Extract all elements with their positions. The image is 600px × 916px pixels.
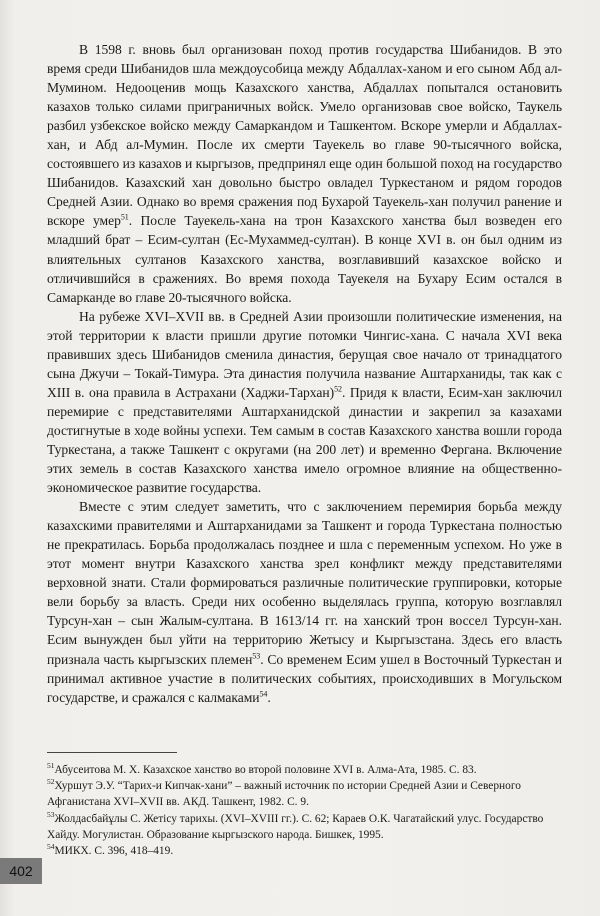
footnote-52 bbox=[47, 778, 562, 810]
paragraph-3-text-a: Вместе с этим следует заметить, что с заключением перемирия борьба между казахскими правителями и Аштарханидами за Ташкент и города Туркестана полностью не прекратилась. Борьба продолжалась позднее и шла с переменным успехом. Но уже в этот момент внутри Казахского ханства зрел конфликт между представителями верховной знати. Стали формироваться различные политические группировки, которые вели борьбу за власть. Среди них особенно выделялась группа, которую возглавлял Турсун-хан – сын Жалым-султана. В 1613/14 гг. на ханский трон воссел Турсун-хан. Есим вынужден был уйти на территорию Жетысу и Кыргызстана. Здесь его власть признала часть кыргызских племен bbox=[47, 499, 562, 667]
footnote-ref-51: 51 bbox=[120, 212, 129, 222]
paragraph-1-text-a: В 1598 г. вновь был организован поход против государства Шибанидов. В это время среди Шибанидов шла междоусобица между Абдаллах-ханом и его сыном Абд ал-Мумином. Недооценив мощь Казахского ханства, Абдаллах попытался остановить казахов только силами приграничных войск. Умело организовав свое войско, Таукель разбил узбекское войско между Самаркандом и Ташкентом. Вскоре умерли и Абдаллах-хан, и Абд ал-Мумин. После их смерти Тауекель во главе 90-тысячного войска, состоявшего из казахов и кыргызов, предпринял еще один большой поход на государство Шибанидов. Казахский хан довольно быстро овладел Туркестаном и рядом городов Средней Азии. Однако во время сражения под Бухарой Тауекель-хан получил ранение и вскоре умер bbox=[47, 42, 562, 229]
footnote-text: Хуршут Э.У. “Тарих-и Кипчак-хани” – важный источник по истории Средней Азии и Северного Афганистана XVI–XVII вв. АКД. Ташкент, 1982. С. 9. bbox=[47, 780, 521, 809]
footnote-number: 52 bbox=[47, 777, 55, 787]
footnote-number: 54 bbox=[47, 842, 55, 852]
paragraph-3 bbox=[47, 497, 562, 707]
footnote-number: 51 bbox=[47, 761, 55, 771]
footnote-ref-54: 54 bbox=[259, 689, 268, 699]
paragraph-1 bbox=[47, 40, 562, 307]
footnote-51 bbox=[47, 762, 562, 778]
paragraph-3-text-b: . Со временем Есим ушел в Восточный Туркестан и принимал активное участие в политических событиях, происходивших в Могульском государстве, и сражался с калмаками bbox=[47, 651, 562, 705]
footnotes bbox=[47, 762, 562, 859]
footnote-text: Абусеитова М. Х. Казахское ханство во второй половине XVI в. Алма-Ата, 1985. С. 83. bbox=[54, 764, 477, 776]
footnote-ref-53: 53 bbox=[252, 650, 261, 660]
footnote-53 bbox=[47, 811, 562, 843]
footnote-divider bbox=[47, 752, 177, 753]
footnote-text: Жолдасбайұлы С. Жетісу тарихы. (XVI–XVIII гг.). С. 62; Караев О.К. Чагатайский улус. Государство Хайду. Могулистан. Образование кыргызского народа. Бишкек, 1995. bbox=[47, 812, 544, 841]
paragraph-1-text-b: . После Тауекель-хана на трон Казахского ханства был возведен его младший брат – Есим-султан (Ес-Мухаммед-султан). В конце XVI в. он был одним из влиятельных султанов Казахского ханства, возглавивший казахское войско и отличившийся в сражениях. Во время похода Тауекеля на Бухару Есим остался в Самарканде во главе 20-тысячного войска. bbox=[47, 213, 563, 305]
paragraph-3-text-c: . bbox=[267, 689, 271, 705]
footnote-ref-52: 52 bbox=[334, 384, 342, 394]
page-number: 402 bbox=[0, 858, 42, 884]
footnote-54 bbox=[47, 843, 562, 859]
paragraph-2-text-b: . Придя к власти, Есим-хан заключил перемирие с представителями Аштарханидской династии и закрепил за казахами достигнутые в ходе войны успехи. Тем самым в состав Казахского ханства вошли города Туркестана, а также Ташкент с округами (на 200 лет) и временно Фергана. Включение этих земель в состав Казахского ханства имело огромное влияние на общественно-экономическое развитие государства. bbox=[47, 384, 562, 496]
paragraph-2-text-a: На рубеже XVI–XVII вв. в Средней Азии произошли политические изменения, на этой территории к власти пришли другие потомки Чингис-хана. С начала XVI века правивших здесь Шибанидов сменила династия, берущая свое начало от тринадцатого сына Джучи – Токай-Тимура. Эта династия получила название Аштарханиды, так как с XIII в. она правила в Астрахани (Хаджи-Тархан) bbox=[47, 308, 562, 400]
paragraph-2 bbox=[47, 307, 562, 497]
footnote-number: 53 bbox=[47, 809, 55, 819]
footnote-text: МИКХ. С. 396, 418–419. bbox=[54, 845, 174, 858]
main-text bbox=[47, 40, 562, 707]
